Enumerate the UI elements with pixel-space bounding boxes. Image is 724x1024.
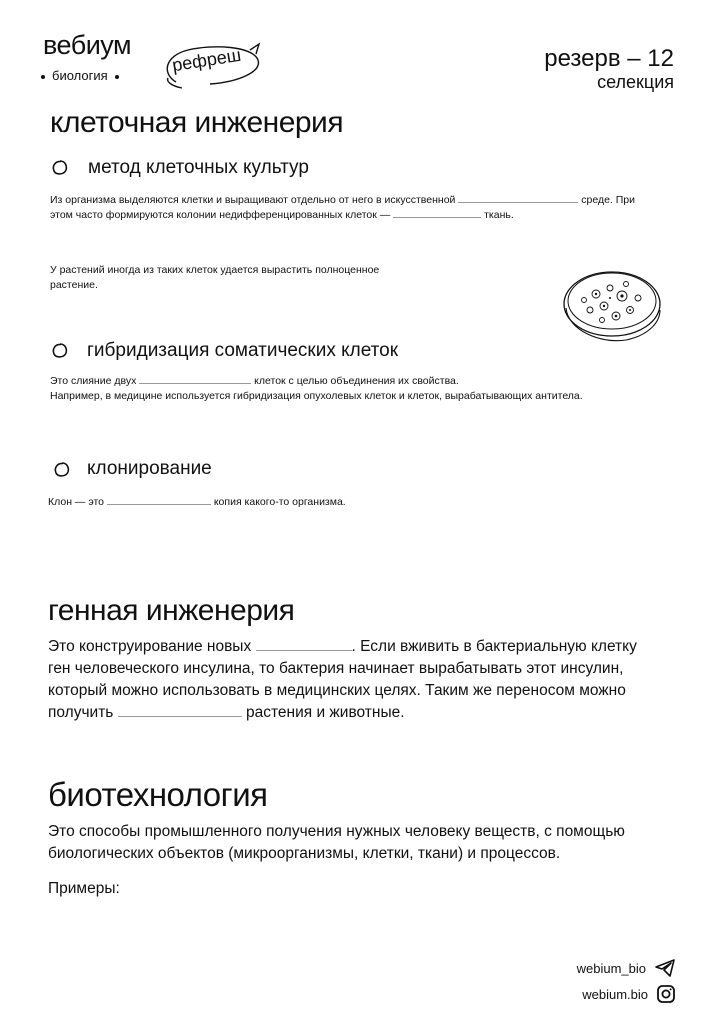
blank-field[interactable]: [256, 649, 352, 651]
culture-text-1a: Из организма выделяются клетки и выращивают отдельно от него в искусственной: [50, 194, 456, 206]
refresh-text: рефреш: [170, 44, 243, 76]
circle-bullet-icon: [53, 461, 71, 479]
genetic-paragraph: [48, 636, 688, 724]
blank-field[interactable]: [458, 201, 578, 203]
biotech-paragraph: [48, 821, 688, 865]
subtitle-somatic-hybridization: гибридизация соматических клеток: [87, 340, 399, 361]
culture-text-2a: этом часто формируются колонии недифференцированных клеток —: [50, 209, 391, 221]
circle-bullet-icon: [51, 159, 69, 177]
subject-text: биология: [52, 68, 108, 83]
instagram-handle: webium.bio: [582, 986, 648, 1002]
dot-icon: [41, 75, 45, 79]
biotech-text-2: биологических объектов (микроорганизмы, клетки, ткани) и процессов.: [48, 845, 561, 862]
culture-text-2b: ткань.: [484, 209, 514, 221]
selection-label: селекция: [597, 72, 674, 92]
examples-label: Примеры:: [48, 880, 120, 897]
genetic-text-4b: растения и животные.: [246, 704, 405, 721]
reserve-number: резерв – 12: [544, 45, 674, 72]
section-title-cell-engineering: клеточная инженерия: [50, 106, 344, 139]
cloning-text-1a: Клон — это: [48, 496, 104, 508]
subject-label: [34, 68, 126, 83]
subtitle-cell-culture: метод клеточных культур: [88, 157, 309, 178]
genetic-text-1b: . Если вживить в бактериальную клетку: [351, 638, 637, 655]
blank-field[interactable]: [139, 382, 251, 384]
biotech-text-1: Это способы промышленного получения нужных человеку веществ, с помощью: [48, 823, 625, 840]
refresh-badge: [158, 38, 268, 94]
genetic-text-2: ген человеческого инсулина, то бактерия начинает вырабатывать этот инсулин,: [48, 660, 624, 677]
culture-text-1b: среде. При: [581, 194, 636, 206]
petri-dish-icon: [560, 264, 666, 348]
hybrid-text-1b: клеток с целью объединения их свойства.: [254, 375, 459, 387]
circle-bullet-icon: [51, 342, 69, 360]
instagram-icon: [656, 984, 676, 1004]
telegram-handle: webium_bio: [576, 960, 646, 976]
section-title-biotechnology: биотехнология: [48, 776, 268, 813]
instagram-link[interactable]: [582, 984, 676, 1004]
cloning-text-1b: копия какого-то организма.: [213, 496, 346, 508]
genetic-text-4a: получить: [48, 704, 114, 721]
blank-field[interactable]: [118, 715, 242, 717]
telegram-icon: [654, 958, 676, 978]
section-title-genetic-engineering: генная инженерия: [48, 594, 295, 627]
culture-plant-text: У растений иногда из таких клеток удается вырастить полноценное растение.: [50, 264, 380, 291]
blank-field[interactable]: [393, 216, 481, 218]
hybrid-paragraph: [50, 374, 700, 404]
telegram-link[interactable]: [577, 958, 676, 978]
genetic-text-1a: Это конструирование новых: [48, 638, 252, 655]
brand-logo: вебиум: [43, 30, 132, 60]
hybrid-text-1a: Это слияние двух: [50, 375, 137, 387]
subtitle-cloning: клонирование: [87, 458, 212, 479]
culture-paragraph: [50, 193, 680, 223]
cloning-paragraph: [48, 495, 548, 510]
genetic-text-3: который можно использовать в медицинских целях. Таким же переносом можно: [48, 682, 626, 699]
dot-icon: [115, 75, 119, 79]
hybrid-text-2: Например, в медицине используется гибридизация опухолевых клеток и клеток, вырабатывающих антитела.: [50, 390, 583, 402]
blank-field[interactable]: [107, 503, 211, 505]
